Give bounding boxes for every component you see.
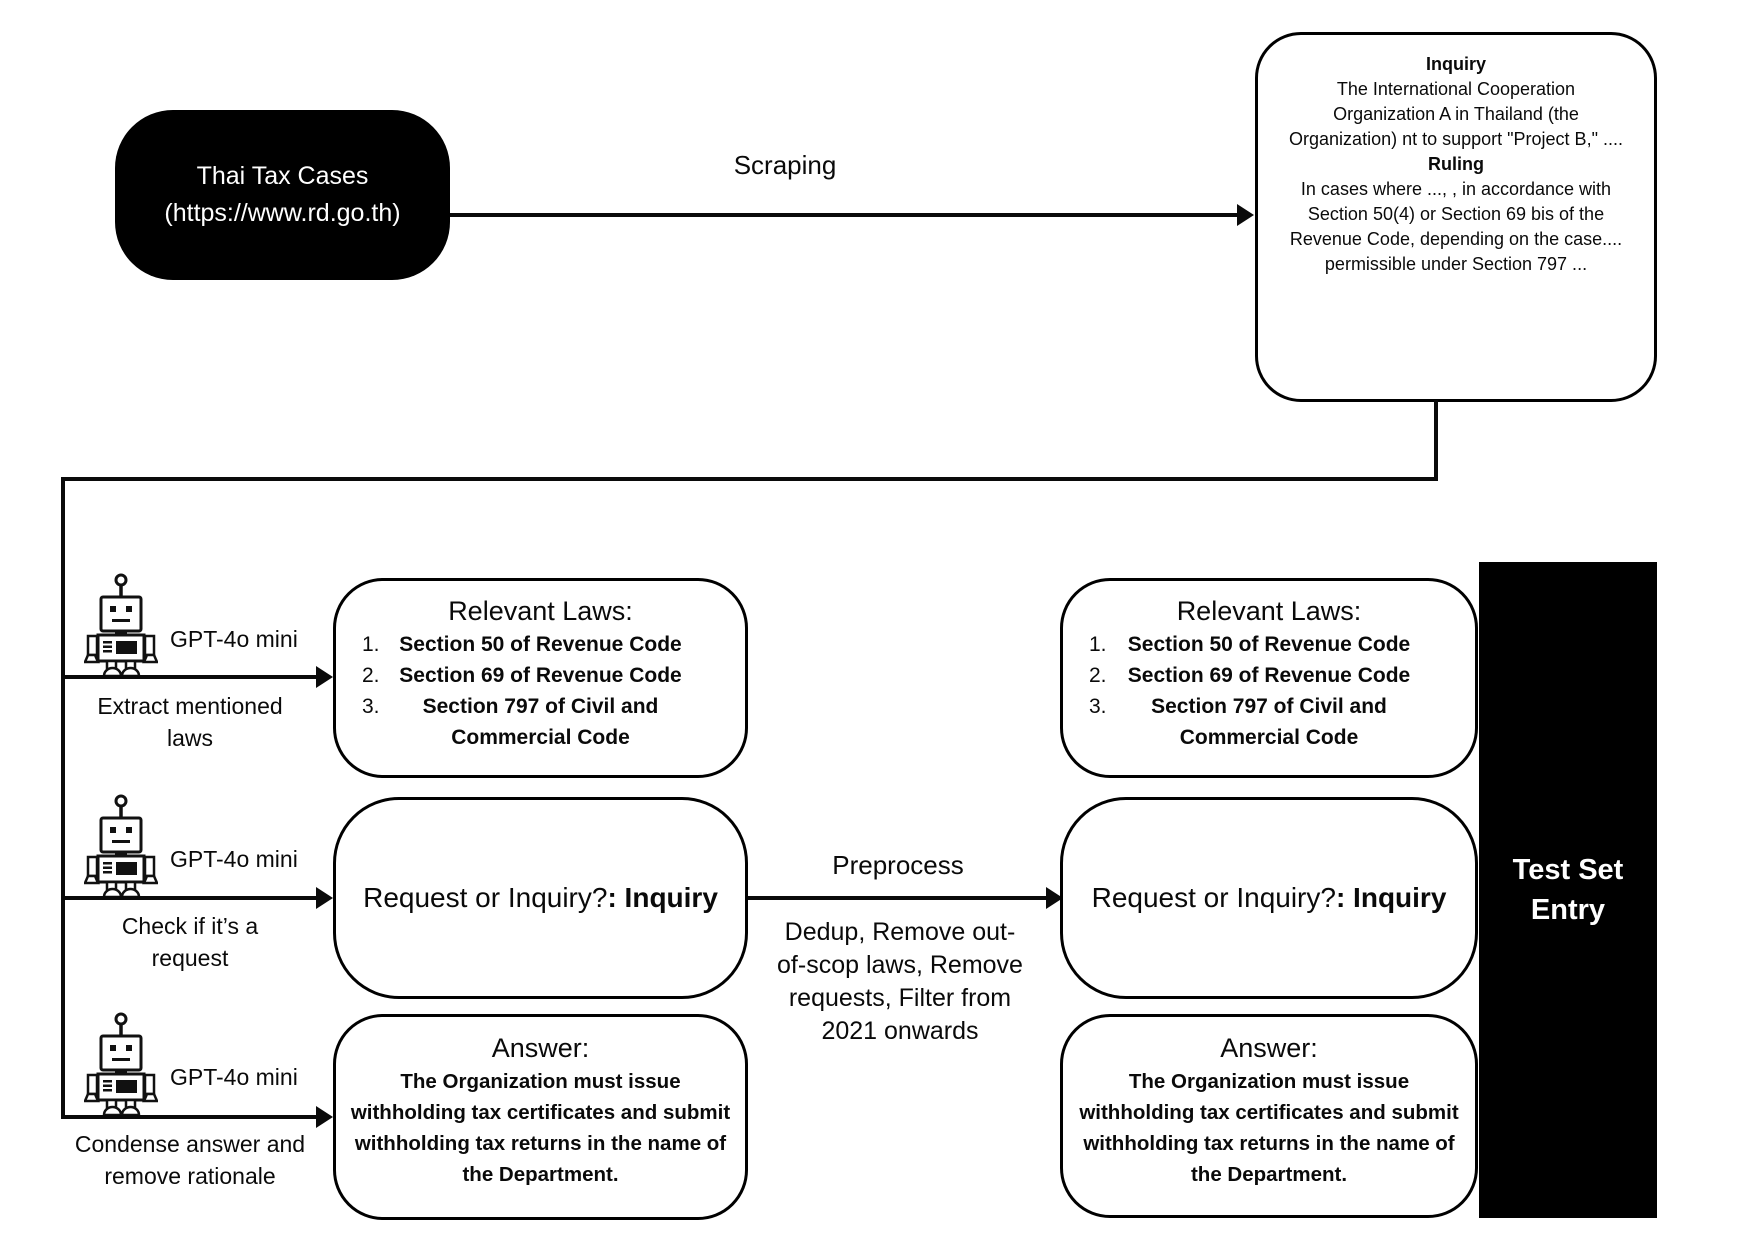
robot-icon bbox=[84, 794, 158, 898]
scraping-arrowhead-icon bbox=[1237, 204, 1254, 226]
law-item: 2. Section 69 of Revenue Code bbox=[362, 664, 682, 687]
scraping-arrow-line bbox=[450, 213, 1237, 217]
request-or-inquiry-box bbox=[333, 797, 748, 999]
laws-title: Relevant Laws: bbox=[448, 596, 633, 626]
answer-text: The Organization must issue withholding tax certificates and submit withholding tax returns in the name of the Department. bbox=[1079, 1070, 1459, 1186]
preprocess-label: Preprocess bbox=[832, 850, 964, 880]
inquiry-heading: Inquiry bbox=[1425, 54, 1486, 74]
source-title: Thai Tax Cases bbox=[196, 162, 369, 190]
branch-arrowhead-icon bbox=[316, 887, 333, 909]
robot-icon bbox=[84, 573, 158, 677]
connector-left-spine-line bbox=[61, 477, 65, 1119]
laws-title: Relevant Laws: bbox=[1176, 596, 1362, 626]
relevant-laws-box bbox=[333, 578, 748, 778]
step-caption: Extract mentioned laws bbox=[97, 693, 283, 751]
request-or-inquiry-box-final bbox=[1060, 797, 1478, 999]
law-item: 3. Section 797 of Civil and Commercial Code bbox=[362, 695, 659, 749]
ruling-heading: Ruling bbox=[1428, 154, 1484, 174]
model-label: GPT-4o mini bbox=[170, 1064, 298, 1090]
step-caption: Condense answer and remove rationale bbox=[74, 1131, 306, 1189]
model-label: GPT-4o mini bbox=[170, 626, 298, 652]
ruling-text: In cases where ..., , in accordance with Section 50(4) or Section 69 bis of the Revenue Code, depending on the case.... permissible under Section 797 ... bbox=[1289, 179, 1623, 274]
branch-arrow-line bbox=[63, 896, 316, 900]
source-node-thai-tax-cases bbox=[115, 110, 450, 280]
preprocess-arrow-line bbox=[748, 896, 1046, 900]
branch-arrowhead-icon bbox=[316, 1106, 333, 1128]
relevant-laws-box-final bbox=[1060, 578, 1478, 778]
scraping-label: Scraping bbox=[733, 150, 837, 180]
inquiry-text: The International Cooperation Organization A in Thailand (the Organization) nt to support "Project B," .... bbox=[1289, 79, 1623, 149]
request-line: Request or Inquiry?: Inquiry bbox=[1091, 882, 1447, 913]
model-label: GPT-4o mini bbox=[170, 846, 298, 872]
robot-icon bbox=[84, 1012, 158, 1116]
test-set-entry-node bbox=[1479, 562, 1657, 1218]
scraped-case-node bbox=[1255, 32, 1657, 402]
answer-title: Answer: bbox=[1220, 1033, 1318, 1063]
step-caption: Check if it’s a request bbox=[121, 913, 259, 971]
answer-box-final bbox=[1060, 1014, 1478, 1218]
branch-arrow-line bbox=[63, 675, 316, 679]
law-item: 1. Section 50 of Revenue Code bbox=[1089, 633, 1411, 656]
source-url: (https://www.rd.go.th) bbox=[164, 199, 401, 227]
answer-title: Answer: bbox=[491, 1033, 590, 1063]
law-item: 2. Section 69 of Revenue Code bbox=[1089, 664, 1411, 687]
test-set-entry-label: Test Set Entry bbox=[1512, 854, 1624, 926]
connector-horizontal-line bbox=[61, 477, 1438, 481]
connector-down-line bbox=[1434, 400, 1438, 479]
law-item: 3. Section 797 of Civil and Commercial Code bbox=[1089, 695, 1387, 749]
answer-text: The Organization must issue withholding tax certificates and submit withholding tax returns in the name of the Department. bbox=[350, 1070, 731, 1186]
branch-arrow-line bbox=[63, 1115, 316, 1119]
branch-arrowhead-icon bbox=[316, 666, 333, 688]
law-item: 1. Section 50 of Revenue Code bbox=[362, 633, 682, 656]
answer-box bbox=[333, 1014, 748, 1220]
request-line: Request or Inquiry?: Inquiry bbox=[363, 882, 718, 913]
preprocess-description: Dedup, Remove out- of-scop laws, Remove requests, Filter from 2021 onwards bbox=[777, 918, 1023, 1045]
